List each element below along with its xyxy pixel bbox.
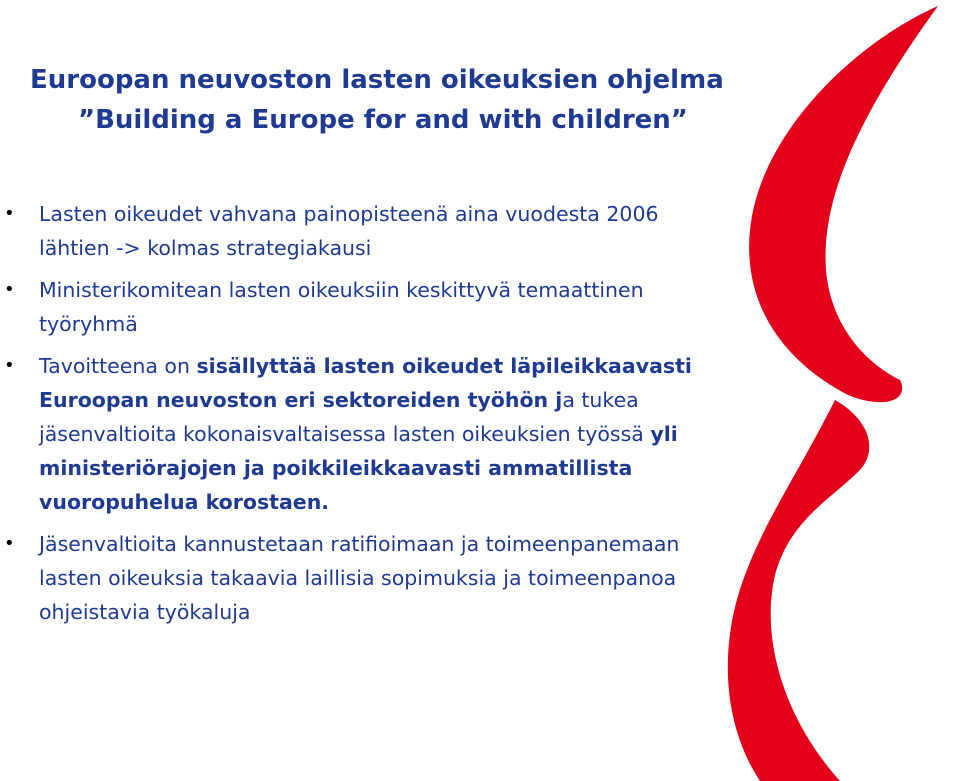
bullet-text-segment: Lasten oikeudet vahvana painopisteenä aina vuodesta 2006 lähtien -> kolmas strategiakausi bbox=[39, 202, 659, 260]
bullet-dot-icon: • bbox=[4, 203, 15, 224]
logo-lower-swirl bbox=[728, 400, 870, 781]
bullet-text-segment: Ministerikomitean lasten oikeuksiin keskittyvä temaattinen työryhmä bbox=[39, 278, 644, 336]
title-line-1: Euroopan neuvoston lasten oikeuksien ohjelma bbox=[30, 65, 724, 95]
slide-title bbox=[30, 60, 730, 140]
bullet-text-segment: sisällyttää lasten oikeudet läpileikkaavasti Euroopan neuvoston eri sektoreiden työhön j bbox=[39, 354, 692, 412]
bullet-item bbox=[0, 273, 730, 341]
bullet-list bbox=[0, 197, 730, 637]
bullet-text-segment: Tavoitteena on bbox=[39, 354, 197, 378]
bullet-dot-icon: • bbox=[4, 355, 15, 376]
bullet-dot-icon: • bbox=[4, 533, 15, 554]
bullet-dot-icon: • bbox=[4, 279, 15, 300]
logo-upper-swirl bbox=[749, 6, 938, 402]
bullet-text-segment: yli ministeriörajojen ja poikkileikkaavasti ammatillista vuoropuhelua korostaen. bbox=[39, 422, 678, 514]
bullet-item bbox=[0, 349, 730, 519]
title-line-2: ”Building a Europe for and with children” bbox=[78, 105, 688, 135]
bullet-item bbox=[0, 197, 730, 265]
bullet-text-segment: a tukea jäsenvaltioita kokonaisvaltaisessa lasten oikeuksien työssä bbox=[39, 388, 651, 446]
bullet-text-segment: Jäsenvaltioita kannustetaan ratifioimaan ja toimeenpanemaan lasten oikeuksia takaavia laillisia sopimuksia ja toimeenpanoa ohjeistavia työkaluja bbox=[39, 532, 680, 624]
bullet-item bbox=[0, 527, 730, 629]
